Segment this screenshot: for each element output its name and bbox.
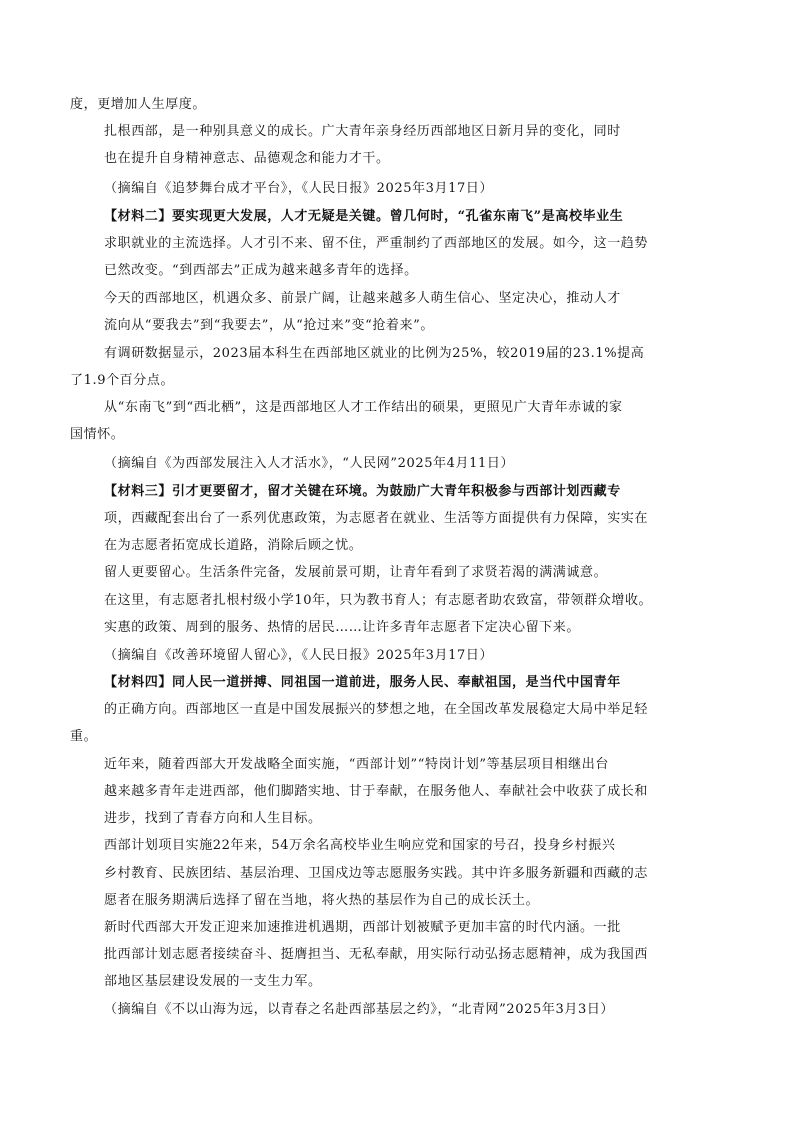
text-line: 度，更增加人生厚度。 — [70, 97, 207, 112]
text-line: 重。 — [70, 729, 98, 744]
text-line: 新时代西部大开发正迎来加速推进机遇期，西部计划被赋予更加丰富的时代内涵。一批 — [104, 920, 621, 935]
text-line: 乡村教育、民族团结、基层治理、卫国戍边等志愿服务实践。其中许多服务新疆和西藏的志 — [104, 866, 649, 881]
text-line: 已然改变。“到西部去”正成为越来越多青年的选择。 — [104, 263, 418, 278]
material-3-heading-line: 【材料三】引才更要留才，留才关键在环境。为鼓励广大青年积极参与西部计划西藏专 — [104, 484, 621, 499]
text-line: 在这里，有志愿者扎根村级小学10年，只为教书育人；有志愿者助农致富，带领群众增收。 — [104, 593, 653, 608]
text-line: 愿者在服务期满后选择了留在当地，将火热的基层作为自己的成长沃土。 — [104, 893, 540, 908]
text-line: 扎根西部，是一种别具意义的成长。广大青年亲身经历西部地区日新月异的变化，同时 — [104, 124, 621, 139]
text-line: 批西部计划志愿者接续奋斗、挺膺担当、无私奉献，用实际行动弘扬志愿精神，成为我国西 — [104, 947, 649, 962]
material-4-heading-line: 【材料四】同人民一道拼搏、同祖国一道前进，服务人民、奉献祖国，是当代中国青年 — [104, 675, 621, 690]
text-line: 项，西藏配套出台了一系列优惠政策，为志愿者在就业、生活等方面提供有力保障，实实在 — [104, 511, 649, 526]
text-line: 也在提升自身精神意志、品德观念和能力才干。 — [104, 151, 390, 166]
citation-line: （摘编自《为西部发展注入人才活水》，“人民网”2025年4月11日） — [104, 456, 515, 471]
material-2-heading-line: 【材料二】要实现更大发展，人才无疑是关键。曾几何时，“孔雀东南飞”是高校毕业生 — [104, 209, 624, 224]
text-line: 求职就业的主流选择。人才引不来、留不住，严重制约了西部地区的发展。如今，这一趋势 — [104, 236, 649, 251]
text-line: 在为志愿者拓宽成长道路，消除后顾之忧。 — [104, 538, 363, 553]
text-line: 了1.9个百分点。 — [70, 373, 175, 388]
text-line: 越来越多青年走进西部，他们脚踏实地、甘于奉献，在服务他人、奉献社会中收获了成长和 — [104, 784, 649, 799]
text-line: 留人更要留心。生活条件完备，发展前景可期，让青年看到了求贤若渴的满满诚意。 — [104, 565, 608, 580]
text-line: 进步，找到了青春方向和人生目标。 — [104, 811, 322, 826]
text-line: 从“东南飞”到“西北栖”，这是西部地区人才工作结出的硕果，更照见广大青年赤诚的家 — [104, 400, 623, 415]
text-line: 国情怀。 — [70, 427, 125, 442]
text-line: 西部计划项目实施22年来，54万余名高校毕业生响应党和国家的号召，投身乡村振兴 — [104, 838, 616, 853]
text-line: 流向从“要我去”到“我要去”，从“抢过来”变“抢着来”。 — [104, 318, 434, 333]
citation-line: （摘编自《不以山海为远，以青春之名赴西部基层之约》，“北青网”2025年3月3日） — [104, 1002, 615, 1017]
text-line: 有调研数据显示，2023届本科生在西部地区就业的比例为25%，较2019届的23.1%提高 — [104, 346, 645, 361]
text-line: 近年来，随着西部大开发战略全面实施，“西部计划”“特岗计划”等基层项目相继出台 — [104, 757, 609, 772]
text-line: 的正确方向。西部地区一直是中国发展振兴的梦想之地，在全国改革发展稳定大局中举足轻 — [104, 702, 649, 717]
text-line: 部地区基层建设发展的一支生力军。 — [104, 974, 322, 989]
text-line: 今天的西部地区，机遇众多、前景广阔，让越来越多人萌生信心、坚定决心，推动人才 — [104, 291, 621, 306]
text-line: 实惠的政策、周到的服务、热情的居民……让许多青年志愿者下定决心留下来。 — [104, 620, 581, 635]
citation-line: （摘编自《改善环境留人留心》，《人民日报》2025年3月17日） — [104, 648, 494, 663]
citation-line: （摘编自《追梦舞台成才平台》，《人民日报》2025年3月17日） — [104, 181, 494, 196]
